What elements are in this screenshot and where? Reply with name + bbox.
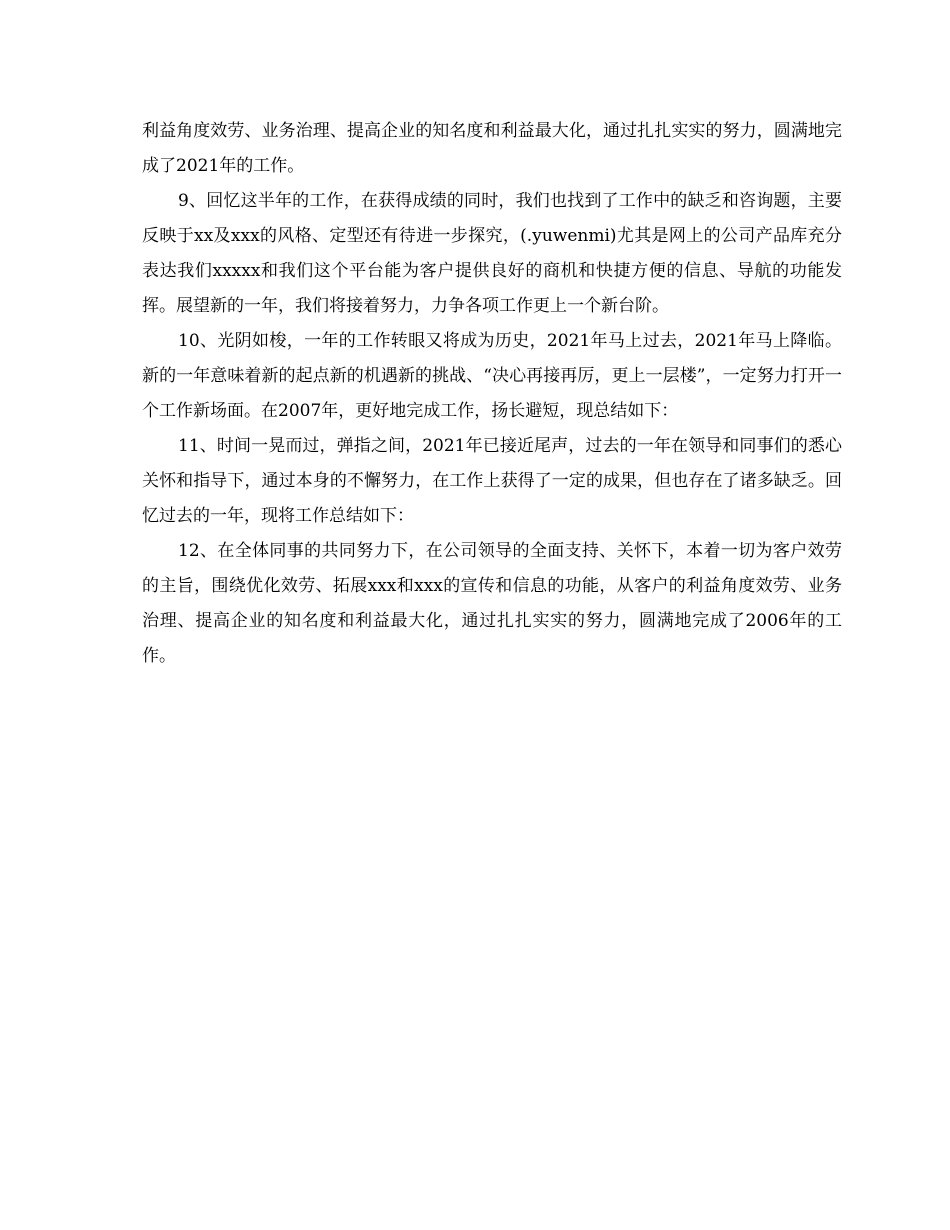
paragraph-9: 9、回忆这半年的工作，在获得成绩的同时，我们也找到了工作中的缺乏和咨询题，主要反映于xx及xxx的风格、定型还有待进一步探究，(.yuwenmi)尤其是网上的公司产品库充分表达我们xxxxx和我们这个平台能为客户提供良好的商机和快捷方便的信息、导航的功能发挥。展望新的一年，我们将接着努力，力争各项工作更上一个新台阶。 <box>142 191 842 316</box>
paragraph-continuation: 利益角度效劳、业务治理、提高企业的知名度和利益最大化，通过扎扎实实的努力，圆满地完成了2021年的工作。 <box>142 121 842 176</box>
paragraph-11: 11、时间一晃而过，弹指之间，2021年已接近尾声，过去的一年在领导和同事们的悉心关怀和指导下，通过本身的不懈努力，在工作上获得了一定的成果，但也存在了诸多缺乏。回忆过去的一年，现将工作总结如下： <box>142 436 842 526</box>
paragraph-10: 10、光阴如梭，一年的工作转眼又将成为历史，2021年马上过去，2021年马上降临。新的一年意味着新的起点新的机遇新的挑战、“决心再接再厉，更上一层楼”，一定努力打开一个工作新场面。在2007年，更好地完成工作，扬长避短，现总结如下： <box>142 331 842 421</box>
document-body <box>142 114 842 674</box>
paragraph-12: 12、在全体同事的共同努力下，在公司领导的全面支持、关怀下，本着一切为客户效劳的主旨，围绕优化效劳、拓展xxx和xxx的宣传和信息的功能，从客户的利益角度效劳、业务治理、提高企业的知名度和利益最大化，通过扎扎实实的努力，圆满地完成了2006年的工作。 <box>142 541 842 666</box>
